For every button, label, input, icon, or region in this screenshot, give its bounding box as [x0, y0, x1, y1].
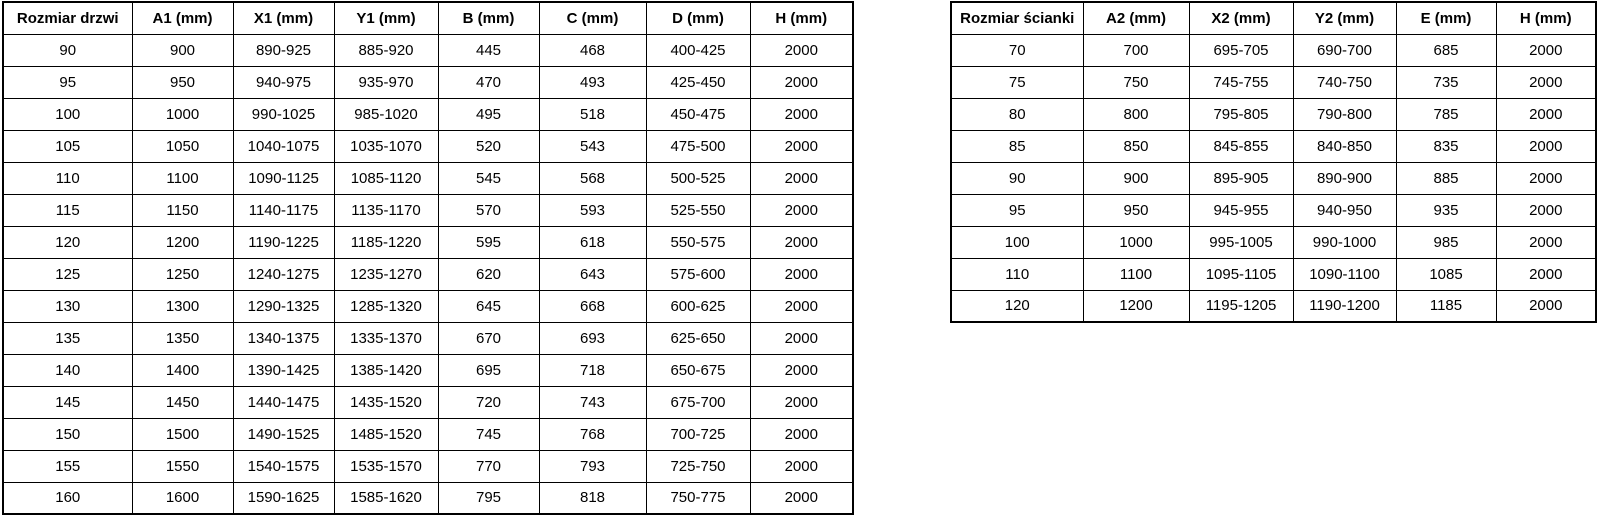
table-cell: 2000 — [750, 482, 853, 514]
table-cell: 1385-1420 — [334, 354, 438, 386]
table-cell: 568 — [539, 162, 646, 194]
header-cell: D (mm) — [646, 2, 750, 34]
table-cell: 470 — [438, 66, 539, 98]
table-cell: 840-850 — [1293, 130, 1396, 162]
table-cell: 1590-1625 — [233, 482, 334, 514]
table-cell: 1500 — [132, 418, 233, 450]
table-cell: 100 — [951, 226, 1083, 258]
table-cell: 1290-1325 — [233, 290, 334, 322]
table-cell: 835 — [1396, 130, 1496, 162]
table-cell: 650-675 — [646, 354, 750, 386]
table-cell: 2000 — [750, 66, 853, 98]
wall-panel-size-table — [950, 1, 1597, 323]
table-row — [951, 226, 1596, 258]
table-cell: 2000 — [1496, 34, 1596, 66]
table-cell: 1040-1075 — [233, 130, 334, 162]
table-cell: 990-1025 — [233, 98, 334, 130]
table-cell: 445 — [438, 34, 539, 66]
table-row — [3, 162, 853, 194]
table-cell: 985-1020 — [334, 98, 438, 130]
table-cell: 135 — [3, 322, 132, 354]
table-cell: 1190-1225 — [233, 226, 334, 258]
table-cell: 985 — [1396, 226, 1496, 258]
table-cell: 2000 — [750, 290, 853, 322]
table-cell: 595 — [438, 226, 539, 258]
table-cell: 1240-1275 — [233, 258, 334, 290]
table-cell: 2000 — [750, 322, 853, 354]
table-cell: 2000 — [750, 98, 853, 130]
header-cell: B (mm) — [438, 2, 539, 34]
table-cell: 668 — [539, 290, 646, 322]
table-cell: 2000 — [1496, 98, 1596, 130]
table-cell: 575-600 — [646, 258, 750, 290]
table-cell: 95 — [3, 66, 132, 98]
table-cell: 1200 — [132, 226, 233, 258]
table-cell: 995-1005 — [1189, 226, 1293, 258]
table-cell: 1300 — [132, 290, 233, 322]
table-cell: 155 — [3, 450, 132, 482]
table-cell: 935-970 — [334, 66, 438, 98]
table-cell: 1400 — [132, 354, 233, 386]
table-cell: 625-650 — [646, 322, 750, 354]
table-cell: 750-775 — [646, 482, 750, 514]
table-cell: 1185 — [1396, 290, 1496, 322]
table-cell: 1140-1175 — [233, 194, 334, 226]
header-cell: H (mm) — [750, 2, 853, 34]
table-cell: 140 — [3, 354, 132, 386]
table-cell: 520 — [438, 130, 539, 162]
header-row — [3, 2, 853, 34]
table-cell: 885-920 — [334, 34, 438, 66]
table-cell: 130 — [3, 290, 132, 322]
table-cell: 2000 — [750, 258, 853, 290]
header-cell: H (mm) — [1496, 2, 1596, 34]
table-cell: 493 — [539, 66, 646, 98]
table-cell: 2000 — [750, 130, 853, 162]
table-row — [3, 130, 853, 162]
table-cell: 70 — [951, 34, 1083, 66]
table-cell: 1050 — [132, 130, 233, 162]
table-cell: 850 — [1083, 130, 1189, 162]
table-cell: 643 — [539, 258, 646, 290]
table-cell: 425-450 — [646, 66, 750, 98]
table-cell: 475-500 — [646, 130, 750, 162]
table-cell: 2000 — [750, 354, 853, 386]
table-cell: 770 — [438, 450, 539, 482]
header-cell: Y2 (mm) — [1293, 2, 1396, 34]
table-cell: 1095-1105 — [1189, 258, 1293, 290]
table-cell: 1085 — [1396, 258, 1496, 290]
table-row — [951, 194, 1596, 226]
table-cell: 593 — [539, 194, 646, 226]
table-cell: 745 — [438, 418, 539, 450]
table-cell: 1035-1070 — [334, 130, 438, 162]
table-cell: 1340-1375 — [233, 322, 334, 354]
table-cell: 400-425 — [646, 34, 750, 66]
table-row — [951, 66, 1596, 98]
table-cell: 125 — [3, 258, 132, 290]
table-row — [3, 418, 853, 450]
table-cell: 950 — [1083, 194, 1189, 226]
table-cell: 818 — [539, 482, 646, 514]
table-cell: 525-550 — [646, 194, 750, 226]
table-cell: 75 — [951, 66, 1083, 98]
table-cell: 1085-1120 — [334, 162, 438, 194]
table-cell: 110 — [3, 162, 132, 194]
table-cell: 700-725 — [646, 418, 750, 450]
table-row — [3, 354, 853, 386]
table-cell: 935 — [1396, 194, 1496, 226]
table-cell: 550-575 — [646, 226, 750, 258]
header-cell: Y1 (mm) — [334, 2, 438, 34]
table-cell: 1390-1425 — [233, 354, 334, 386]
table-cell: 1350 — [132, 322, 233, 354]
table-cell: 2000 — [750, 450, 853, 482]
table-cell: 95 — [951, 194, 1083, 226]
door-size-table — [2, 1, 854, 515]
table-cell: 2000 — [1496, 258, 1596, 290]
table-cell: 750 — [1083, 66, 1189, 98]
table-cell: 115 — [3, 194, 132, 226]
header-cell: A1 (mm) — [132, 2, 233, 34]
table-cell: 670 — [438, 322, 539, 354]
table-cell: 790-800 — [1293, 98, 1396, 130]
table-cell: 1485-1520 — [334, 418, 438, 450]
table-cell: 900 — [132, 34, 233, 66]
table-cell: 695 — [438, 354, 539, 386]
table-cell: 120 — [3, 226, 132, 258]
table-cell: 2000 — [750, 226, 853, 258]
table-row — [3, 290, 853, 322]
table-cell: 1435-1520 — [334, 386, 438, 418]
table-cell: 718 — [539, 354, 646, 386]
table-cell: 1150 — [132, 194, 233, 226]
header-cell: E (mm) — [1396, 2, 1496, 34]
table-cell: 543 — [539, 130, 646, 162]
table-cell: 1250 — [132, 258, 233, 290]
table-cell: 545 — [438, 162, 539, 194]
table-row — [3, 386, 853, 418]
header-cell: Rozmiar drzwi — [3, 2, 132, 34]
table-cell: 1535-1570 — [334, 450, 438, 482]
table-cell: 2000 — [750, 386, 853, 418]
table-cell: 2000 — [1496, 130, 1596, 162]
table-cell: 618 — [539, 226, 646, 258]
table-cell: 2000 — [750, 418, 853, 450]
table-cell: 2000 — [750, 34, 853, 66]
table-row — [951, 130, 1596, 162]
table-cell: 1000 — [132, 98, 233, 130]
table-cell: 700 — [1083, 34, 1189, 66]
table-cell: 1000 — [1083, 226, 1189, 258]
table-cell: 468 — [539, 34, 646, 66]
table-cell: 890-900 — [1293, 162, 1396, 194]
table-cell: 675-700 — [646, 386, 750, 418]
table-cell: 725-750 — [646, 450, 750, 482]
table-cell: 1195-1205 — [1189, 290, 1293, 322]
table-cell: 2000 — [750, 194, 853, 226]
table-cell: 1490-1525 — [233, 418, 334, 450]
table-cell: 690-700 — [1293, 34, 1396, 66]
table-cell: 950 — [132, 66, 233, 98]
table-cell: 685 — [1396, 34, 1496, 66]
table-cell: 793 — [539, 450, 646, 482]
table-cell: 735 — [1396, 66, 1496, 98]
table-cell: 768 — [539, 418, 646, 450]
table-cell: 145 — [3, 386, 132, 418]
table-cell: 2000 — [1496, 66, 1596, 98]
table-cell: 100 — [3, 98, 132, 130]
table-cell: 2000 — [1496, 162, 1596, 194]
table-row — [3, 482, 853, 514]
table-cell: 1335-1370 — [334, 322, 438, 354]
table-cell: 150 — [3, 418, 132, 450]
table-cell: 2000 — [1496, 194, 1596, 226]
table-cell: 450-475 — [646, 98, 750, 130]
table-cell: 1200 — [1083, 290, 1189, 322]
table-cell: 845-855 — [1189, 130, 1293, 162]
header-cell: Rozmiar ścianki — [951, 2, 1083, 34]
table-cell: 740-750 — [1293, 66, 1396, 98]
table-row — [951, 258, 1596, 290]
table-cell: 1440-1475 — [233, 386, 334, 418]
table-cell: 795-805 — [1189, 98, 1293, 130]
table-row — [3, 226, 853, 258]
table-cell: 500-525 — [646, 162, 750, 194]
table-cell: 620 — [438, 258, 539, 290]
header-cell: X2 (mm) — [1189, 2, 1293, 34]
table-cell: 1100 — [132, 162, 233, 194]
table-cell: 570 — [438, 194, 539, 226]
table-cell: 518 — [539, 98, 646, 130]
table-cell: 1585-1620 — [334, 482, 438, 514]
table-cell: 2000 — [750, 162, 853, 194]
table-row — [3, 450, 853, 482]
table-cell: 1235-1270 — [334, 258, 438, 290]
table-cell: 800 — [1083, 98, 1189, 130]
table-cell: 885 — [1396, 162, 1496, 194]
table-cell: 1090-1100 — [1293, 258, 1396, 290]
table-cell: 990-1000 — [1293, 226, 1396, 258]
header-cell: X1 (mm) — [233, 2, 334, 34]
table-cell: 785 — [1396, 98, 1496, 130]
table-cell: 160 — [3, 482, 132, 514]
table-row — [951, 290, 1596, 322]
table-cell: 940-975 — [233, 66, 334, 98]
table-cell: 890-925 — [233, 34, 334, 66]
table-row — [3, 66, 853, 98]
table-cell: 645 — [438, 290, 539, 322]
table-cell: 90 — [951, 162, 1083, 194]
table-row — [3, 322, 853, 354]
table-cell: 693 — [539, 322, 646, 354]
table-cell: 695-705 — [1189, 34, 1293, 66]
table-cell: 743 — [539, 386, 646, 418]
header-row — [951, 2, 1596, 34]
table-cell: 720 — [438, 386, 539, 418]
table-cell: 1135-1170 — [334, 194, 438, 226]
table-cell: 1285-1320 — [334, 290, 438, 322]
table-cell: 110 — [951, 258, 1083, 290]
table-cell: 1190-1200 — [1293, 290, 1396, 322]
table-cell: 120 — [951, 290, 1083, 322]
table-row — [951, 98, 1596, 130]
table-row — [951, 162, 1596, 194]
table-cell: 90 — [3, 34, 132, 66]
table-cell: 85 — [951, 130, 1083, 162]
table-cell: 795 — [438, 482, 539, 514]
table-cell: 600-625 — [646, 290, 750, 322]
table-row — [3, 34, 853, 66]
table-cell: 1100 — [1083, 258, 1189, 290]
table-cell: 1185-1220 — [334, 226, 438, 258]
table-cell: 1550 — [132, 450, 233, 482]
table-cell: 2000 — [1496, 290, 1596, 322]
header-cell: C (mm) — [539, 2, 646, 34]
table-cell: 1090-1125 — [233, 162, 334, 194]
table-cell: 2000 — [1496, 226, 1596, 258]
table-cell: 900 — [1083, 162, 1189, 194]
table-cell: 945-955 — [1189, 194, 1293, 226]
table-cell: 80 — [951, 98, 1083, 130]
table-cell: 105 — [3, 130, 132, 162]
table-cell: 940-950 — [1293, 194, 1396, 226]
table-cell: 1450 — [132, 386, 233, 418]
table-cell: 895-905 — [1189, 162, 1293, 194]
header-cell: A2 (mm) — [1083, 2, 1189, 34]
table-row — [3, 194, 853, 226]
table-cell: 1540-1575 — [233, 450, 334, 482]
table-cell: 745-755 — [1189, 66, 1293, 98]
table-row — [3, 98, 853, 130]
table-cell: 1600 — [132, 482, 233, 514]
table-cell: 495 — [438, 98, 539, 130]
table-row — [3, 258, 853, 290]
table-row — [951, 34, 1596, 66]
